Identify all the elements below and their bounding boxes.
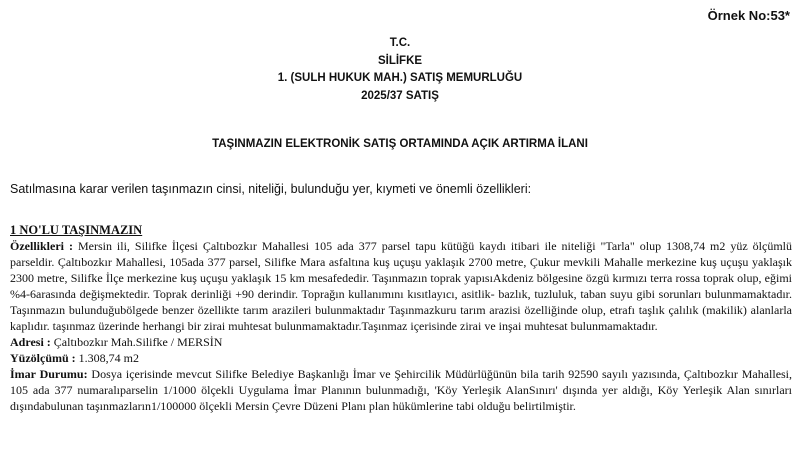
header-file-number: 2025/37 SATIŞ (361, 89, 439, 102)
area-text: 1.308,74 m2 (78, 351, 140, 365)
announcement-title: TAŞINMAZIN ELEKTRONİK SATIŞ ORTAMINDA AÇIK ARTIRMA İLANI (212, 138, 588, 150)
property-address (10, 334, 792, 350)
property-zoning (10, 366, 792, 414)
example-number: Örnek No:53* (707, 8, 790, 23)
property-features (10, 238, 792, 334)
header-tc: T.C. (389, 37, 411, 49)
zoning-label: İmar Durumu: (10, 367, 88, 381)
property-area (10, 350, 792, 366)
address-text: Çaltıbozkır Mah.Silifke / MERSİN (53, 335, 223, 349)
property-title: 1 NO'LU TAŞINMAZIN (10, 223, 143, 237)
document-header (0, 35, 800, 105)
intro-text: Satılmasına karar verilen taşınmazın cinsi, niteliği, bulunduğu yer, kıymeti ve önemli özellikleri: (10, 182, 532, 196)
property-section (10, 222, 792, 414)
features-label: Özellikleri : (10, 239, 73, 253)
header-office: 1. (SULH HUKUK MAH.) SATIŞ MEMURLUĞU (277, 72, 523, 84)
area-label: Yüzölçümü : (10, 351, 76, 365)
header-city: SİLİFKE (377, 54, 423, 67)
address-label: Adresi : (10, 335, 51, 349)
zoning-text: Dosya içerisinde mevcut Silifke Belediye Başkanlığı İmar ve Şehircilik Müdürlüğünün bila tarih 92590 sayılı yazısında, Çaltıbozkır Mahallesi, 105 ada 377 numaralıparselin 1/1000 ölçekli Uygulama İmar Planının bulunmadığı, 'Köy Yerleşik AlanSınırı' dışında yer aldığı, Köy Yerleşik Alan sınırları dışındabulunan taşınmazların1/100000 ölçekli Mersin Çevre Düzeni Planı plan hükümlerine tabi olduğu belirtilmiştir. (10, 367, 793, 413)
features-text: Mersin ili, Silifke İlçesi Çaltıbozkır Mahallesi 105 ada 377 parsel tapu kütüğü kaydı itibari ile niteliği "Tarla" olup 1308,74 m2 yüz ölçümlü parseldir. Çaltıbozkır Mahallesi, 105ada 377 parsel, Silifke Mara asfaltına kuş uçuşu yaklaşık 2700 metre, Çukur mevkili Mahalle merkezine kuş uçuşu yaklaşık 2300 metre, Silifke İlçe merkezine kuş uçuşu yaklaşık 15 km mesafededir. Taşınmazın toprak yapısıAkdeniz bölgesine özgü kırmızı terra rossa toprak olup, eğimi %4-6arasında değişmektedir. Toprak derinliği +90 derindir. Toprağın kullanımını kısıtlayıcı, asitlik- bazlık, tuzluluk, taban suyu gibi sorunları bulunmamaktadır. Taşınmazın bulunduğubölgede benzer özellikte tarım arazileri bulunmaktadır Taşınmazkuru tarım arazisi özelliğinde olup, etrafı taşlık çalılık (makilik) alanlarla kaplıdır. taşınmaz üzerinde herhangi bir zirai muhtesat bulunmamaktadır.Taşınmaz içerisinde zirai ve inşai muhtesat bulunmamaktadır. (10, 239, 793, 333)
